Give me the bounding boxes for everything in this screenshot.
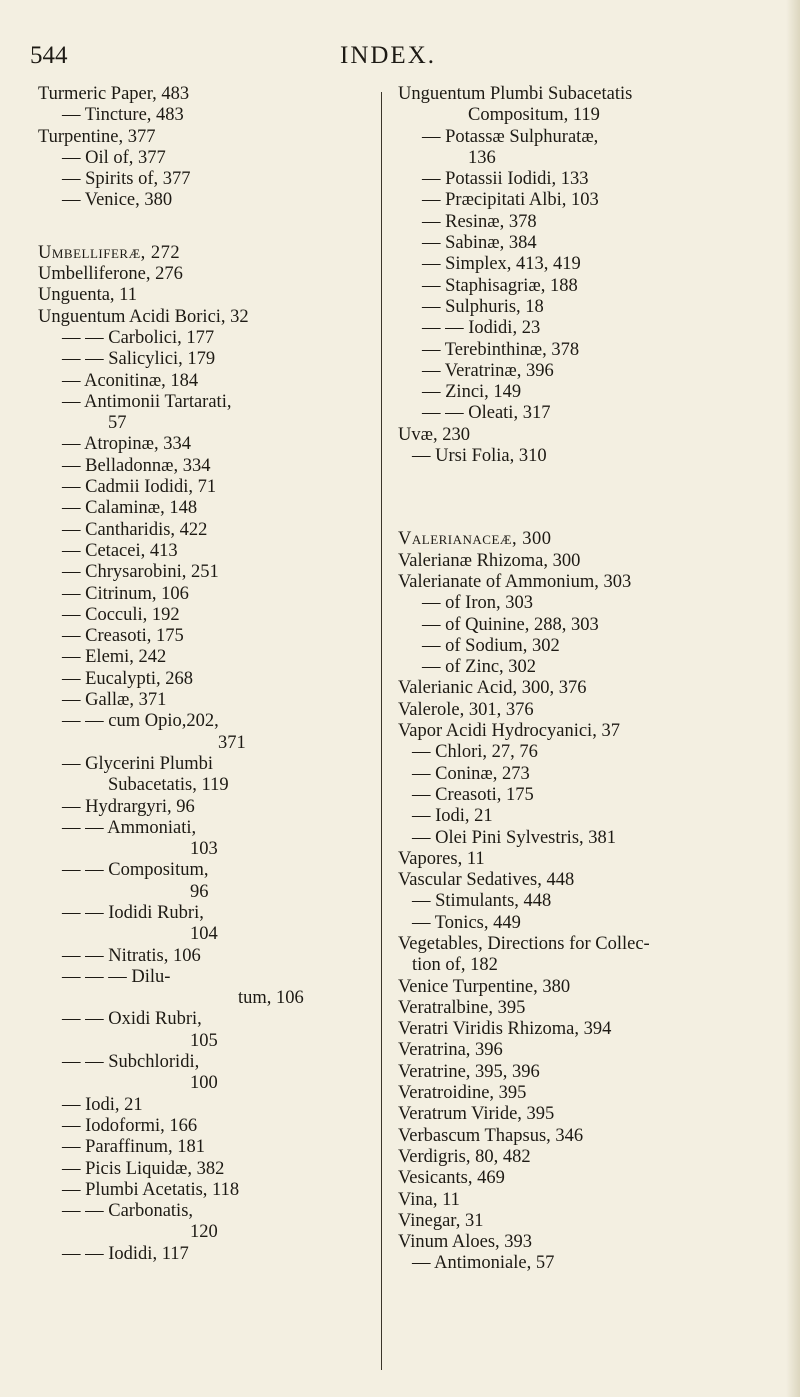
index-entry: — Creasoti, 175 <box>412 784 534 805</box>
index-entry: — Plumbi Acetatis, 118 <box>62 1179 240 1200</box>
index-entry: 103 <box>190 839 218 860</box>
index-entry: Vesicants, 469 <box>398 1168 505 1189</box>
index-entry: Vina, 11 <box>398 1189 460 1210</box>
index-entry: Uvæ, 230 <box>398 424 470 445</box>
index-entry: — Iodi, 21 <box>412 806 493 827</box>
index-entry: — Creasoti, 175 <box>62 626 184 647</box>
index-column-right <box>398 84 770 1275</box>
index-entry: — — — Dilu- <box>62 966 171 987</box>
index-entry: Compositum, 119 <box>468 105 600 126</box>
index-entry: Vegetables, Directions for Collec- <box>398 933 650 954</box>
index-entry: tum, 106 <box>238 988 304 1009</box>
index-entry: — Hydrargyri, 96 <box>62 796 195 817</box>
index-entry: 100 <box>190 1073 218 1094</box>
index-entry: tion of, 182 <box>412 955 498 976</box>
index-entry: Verdigris, 80, 482 <box>398 1146 531 1167</box>
index-entry: — Picis Liquidæ, 382 <box>62 1158 225 1179</box>
index-entry: Valerole, 301, 376 <box>398 699 534 720</box>
index-entry: — Antimonii Tartarati, <box>62 391 232 412</box>
index-entry: — Præcipitati Albi, 103 <box>422 190 599 211</box>
index-column-left <box>38 84 368 1265</box>
index-entry: Vinum Aloes, 393 <box>398 1232 533 1253</box>
index-entry: — Iodoformi, 166 <box>62 1115 198 1136</box>
index-entry: — Sabinæ, 384 <box>422 233 537 254</box>
index-entry: — Veratrinæ, 396 <box>422 360 554 381</box>
index-entry: — — Iodidi, 23 <box>422 318 541 339</box>
index-entry: — — Iodidi Rubri, <box>62 902 204 923</box>
index-entry: Veratroidine, 395 <box>398 1083 527 1104</box>
index-entry: — Zinci, 149 <box>422 382 522 403</box>
index-entry: 371 <box>218 732 246 753</box>
index-entry: — — Compositum, <box>62 860 209 881</box>
index-entry: — Glycerini Plumbi <box>62 753 214 774</box>
index-entry: — — cum Opio,202, <box>62 711 219 732</box>
page-edge-shadow <box>786 0 800 1397</box>
index-entry: Turmeric Paper, 483 <box>38 84 190 104</box>
index-entry: — — Oxidi Rubri, <box>62 1009 202 1030</box>
index-entry: Umbelliferone, 276 <box>38 264 183 285</box>
index-entry: — Cocculi, 192 <box>62 604 180 625</box>
index-entry: — Potassii Iodidi, 133 <box>422 169 589 190</box>
index-entry: — Gallæ, 371 <box>62 690 167 711</box>
section-gap <box>38 212 368 243</box>
index-entry: — Aconitinæ, 184 <box>62 370 199 391</box>
index-entry: Vinegar, 31 <box>398 1210 484 1231</box>
section-gap <box>398 467 770 498</box>
index-entry: Venice Turpentine, 380 <box>398 976 571 997</box>
index-entry: — Citrinum, 106 <box>62 583 189 604</box>
index-entry: — Resinæ, 378 <box>422 211 537 232</box>
index-entry: — — Salicylici, 179 <box>62 349 216 370</box>
index-entry: — — Iodidi, 117 <box>62 1243 189 1264</box>
index-entry: — Spirits of, 377 <box>62 169 191 190</box>
index-entry: Valerianæ Rhizoma, 300 <box>398 550 581 571</box>
index-entry: Valerianic Acid, 300, 376 <box>398 678 587 699</box>
index-entry: Vapor Acidi Hydrocyanici, 37 <box>398 721 620 742</box>
index-entry: — Calaminæ, 148 <box>62 498 198 519</box>
index-entry: Vascular Sedatives, 448 <box>398 870 575 891</box>
index-entry: Subacetatis, 119 <box>108 775 229 796</box>
index-entry: — Tonics, 449 <box>412 912 521 933</box>
index-entry: Unguentum Acidi Borici, 32 <box>38 306 249 327</box>
page-number: 544 <box>30 42 68 69</box>
index-entry: 120 <box>190 1222 218 1243</box>
index-entry: — Terebinthinæ, 378 <box>422 339 580 360</box>
index-section-heading: Umbelliferæ, 272 <box>38 242 181 263</box>
index-entry: — Eucalypti, 268 <box>62 668 194 689</box>
index-entry: — Coninæ, 273 <box>412 763 530 784</box>
index-entry: — of Zinc, 302 <box>422 657 537 678</box>
index-entry: — Potassæ Sulphuratæ, <box>422 126 599 147</box>
index-entry: — Stimulants, 448 <box>412 891 552 912</box>
index-entry: — Elemi, 242 <box>62 647 167 668</box>
index-entry: Valerianate of Ammonium, 303 <box>398 571 632 592</box>
column-divider <box>381 92 382 1370</box>
index-entry: Turpentine, 377 <box>38 126 156 147</box>
index-entry: Veratrum Viride, 395 <box>398 1104 555 1125</box>
index-entry: — of Iron, 303 <box>422 593 533 614</box>
index-entry: 105 <box>190 1030 218 1051</box>
index-entry: — Cadmii Iodidi, 71 <box>62 477 217 498</box>
index-entry: — Olei Pini Sylvestris, 381 <box>412 827 617 848</box>
index-entry: — — Subchloridi, <box>62 1052 200 1073</box>
section-gap <box>398 498 770 529</box>
index-entry: — Antimoniale, 57 <box>412 1253 555 1274</box>
index-entry: — Venice, 380 <box>62 190 173 211</box>
index-entry: — Sulphuris, 18 <box>422 296 544 317</box>
page-header <box>0 42 800 76</box>
index-entry: — Chlori, 27, 76 <box>412 742 538 763</box>
index-entry: — Staphisagriæ, 188 <box>422 275 578 296</box>
index-entry: — — Carbolici, 177 <box>62 327 215 348</box>
index-entry: — — Oleati, 317 <box>422 403 551 424</box>
index-entry: Veratralbine, 395 <box>398 997 526 1018</box>
index-entry: — Oil of, 377 <box>62 147 166 168</box>
index-entry: — Cantharidis, 422 <box>62 519 208 540</box>
index-entry: — Paraffinum, 181 <box>62 1137 206 1158</box>
index-entry: 96 <box>190 881 209 902</box>
index-entry: — Ursi Folia, 310 <box>412 446 547 467</box>
index-entry: — Atropinæ, 334 <box>62 434 191 455</box>
index-entry: 136 <box>468 147 496 168</box>
index-entry: — Belladonnæ, 334 <box>62 455 211 476</box>
index-entry: Veratrine, 395, 396 <box>398 1061 540 1082</box>
index-entry: — Tincture, 483 <box>62 105 184 126</box>
index-entry: Verbascum Thapsus, 346 <box>398 1125 584 1146</box>
index-entry: Veratri Viridis Rhizoma, 394 <box>398 1019 612 1040</box>
index-entry: — Chrysarobini, 251 <box>62 562 219 583</box>
index-entry: Unguenta, 11 <box>38 285 137 306</box>
index-entry: — — Nitratis, 106 <box>62 945 201 966</box>
index-entry: 104 <box>190 924 218 945</box>
index-entry: 57 <box>108 413 127 434</box>
index-entry: — — Ammoniati, <box>62 817 197 838</box>
index-section-heading: Valerianaceæ, 300 <box>398 529 552 550</box>
index-entry: — of Quinine, 288, 303 <box>422 614 599 635</box>
index-entry: Veratrina, 396 <box>398 1040 503 1061</box>
index-entry: — Simplex, 413, 419 <box>422 254 581 275</box>
index-entry: — Cetacei, 413 <box>62 540 178 561</box>
index-entry: Unguentum Plumbi Subacetatis <box>398 84 633 104</box>
index-entry: — of Sodium, 302 <box>422 635 560 656</box>
running-title: INDEX. <box>340 42 437 69</box>
index-entry: Vapores, 11 <box>398 848 485 869</box>
index-entry: — Iodi, 21 <box>62 1094 143 1115</box>
index-entry: — — Carbonatis, <box>62 1201 194 1222</box>
